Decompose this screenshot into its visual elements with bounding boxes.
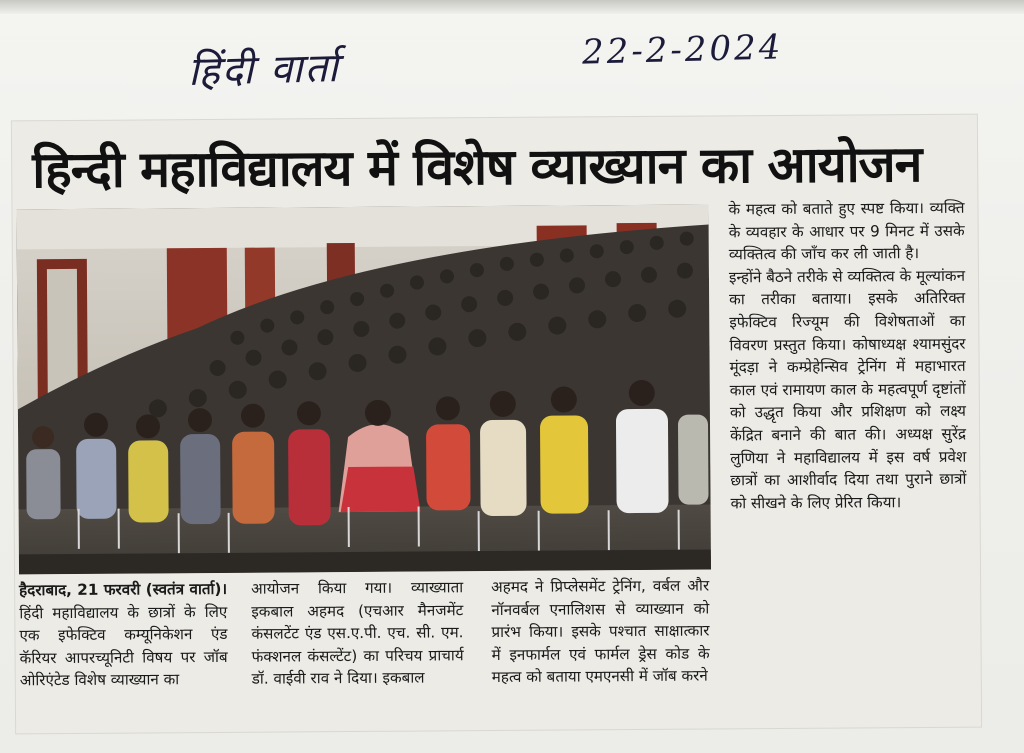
audience-photo-icon <box>16 205 711 575</box>
column-1-text: हिंदी महाविद्यालय के छात्रों के लिए एक इफेक्टिव कम्यूनिकेशन एंड कॅरियर आपरच्यूनिटी विषय पर जॉब ओरिएंटेड विशेष व्याख्यान का <box>19 602 228 690</box>
article-column-3 <box>491 575 710 689</box>
column-4-paragraph-1: के महत्व को बताते हुए स्पष्ट किया। व्यक्ति के व्यवहार के आधार पर 9 मिनट में उसके व्यक्तित्व की जाँच कर ली जाती है। <box>728 198 965 264</box>
article-column-1 <box>19 578 228 692</box>
column-4-paragraph-2: इन्होंने बैठने तरीके से व्यक्तित्व के मूल्यांकन का तरीका बताया। इसके अतिरिक्त इफेक्टिव रिज्यूम की विशेषताओं का विवरण प्रस्तुत किया। कोषाध्यक्ष श्यामसुंदर मूंदड़ा ने कम्प्रेहेन्सिव ट्रेनिंग में महाभारत काल एवं रामायण काल के महत्वपूर्ण दृष्टांतों को उद्धृत किया और प्रशिक्षण को लक्ष्य केंद्रित बनाने की बात की। अध्यक्ष सुरेंद्र लुणिया ने महाविद्यालय में इस वर्ष प्रवेश छात्रों का आशीर्वाद दिया तथा पुराने छात्रों को सीखने के लिए प्रेरित किया। <box>728 266 967 513</box>
article-headline: हिन्दी महाविद्यालय में विशेष व्याख्यान का आयोजन <box>32 135 922 200</box>
audience-photo <box>16 205 711 575</box>
article-dateline: हैदराबाद, 21 फरवरी (स्वतंत्र वार्ता)। <box>19 579 228 600</box>
column-3-text: अहमद ने प्रिप्लेसमेंट ट्रेनिंग, वर्बल और नॉनवर्बल एनालिशस से व्याख्यान को प्रारंभ किया। इसके पश्चात साक्षात्कार में इनफार्मल एवं फार्मल ड्रेस कोड के महत्व को बताया एमएनसी में जॉब करने <box>491 576 710 687</box>
newspaper-clipping <box>12 115 981 734</box>
handwritten-source-label: हिंदी वार्ता <box>187 45 341 95</box>
column-2-text: आयोजन किया गया। व्याख्याता इकबाल अहमद (एचआर मैनजमेंट कंसलटेंट एंड एस.ए.पी. एच. सी. एम. फंक्शनल कंसल्टेंट) का परिचय प्राचार्य डॉ. वाईवी राव ने दिया। इकबाल <box>251 578 464 689</box>
handwritten-date: 22-2-2024 <box>581 27 784 73</box>
article-column-4 <box>728 197 966 515</box>
article-column-2 <box>251 576 464 690</box>
page-edge <box>0 0 1024 14</box>
